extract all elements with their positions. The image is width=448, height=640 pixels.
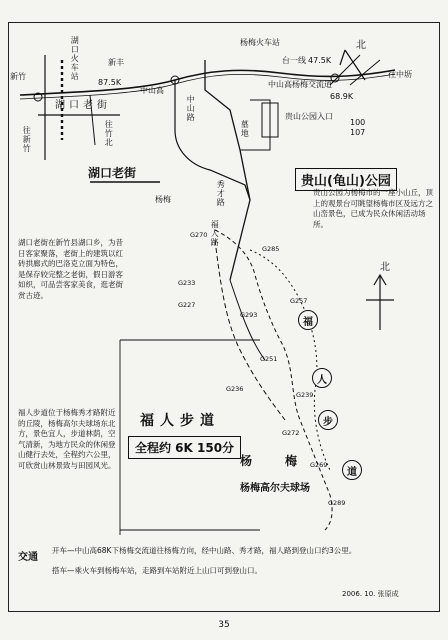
label-km-475: 47.5K xyxy=(308,56,332,65)
label-taiwan-1: 台一线 xyxy=(282,56,306,65)
elev-g270: G270 xyxy=(190,231,208,239)
title-park: 贵山(龟山)公园 xyxy=(295,168,397,191)
golf-char-mei: 梅 xyxy=(285,454,298,468)
elev-g257: G257 xyxy=(290,297,308,305)
xiucai-road xyxy=(205,60,250,280)
page-number: 35 xyxy=(218,620,230,630)
elev-g272: G272 xyxy=(282,429,300,437)
label-elev-100: 100 xyxy=(350,118,366,127)
label-to-zhongli: 往中坜 xyxy=(388,70,412,79)
label-km-875: 87.5K xyxy=(98,78,122,87)
signature: 2006. 10. 张原成 xyxy=(342,590,399,598)
label-highway-entrance: 中山高杨梅交流道 xyxy=(268,80,332,89)
transport-label: 交通 xyxy=(18,552,38,563)
label-fuyin-rd: 福人路 xyxy=(210,220,220,247)
elev-g269: G269 xyxy=(310,461,328,469)
elev-g285: G285 xyxy=(262,245,280,253)
elev-g227: G227 xyxy=(178,301,196,309)
label-hsinchu: 新竹 xyxy=(10,72,26,81)
label-hukou-station: 湖口火车站 xyxy=(70,36,80,81)
fuyin-description: 福人步道位于杨梅秀才路附近的丘陵，杨梅高尔夫球场东北方，景色宜人，步道林荫，空气清新，为地方民众的休闲登山健行去处，全程约六公里，可欣赏山林景致与田园风光。 xyxy=(18,408,116,470)
elev-g251: G251 xyxy=(260,355,278,363)
trail-char-fu: 福 xyxy=(298,310,318,330)
elev-g233: G233 xyxy=(178,279,196,287)
golf-char-yang: 杨 xyxy=(240,454,253,468)
title-lake: 湖口老街 xyxy=(88,166,137,180)
label-old-street: 湖口老街 xyxy=(55,100,111,111)
elev-g293: G293 xyxy=(240,311,258,319)
label-yangmei-station: 杨梅火车站 xyxy=(240,38,280,47)
label-zhongshan-hwy: 中山高 xyxy=(140,86,164,95)
label-hsinfeng: 新丰 xyxy=(108,58,124,67)
lake-description: 湖口老街在新竹县湖口乡，为昔日客家聚落，老街上的建筑以红砖拱廊式的巴洛克立面为特色，是保存较完整之老街，假日游客如织，可品尝客家美食，逛老街赏古迹。 xyxy=(18,238,123,300)
label-direction-left: 往新竹 xyxy=(22,126,32,153)
trail-time: 全程约 6K 150分 xyxy=(128,436,241,459)
label-direction-down: 往竹北 xyxy=(104,120,114,147)
elev-g236: G236 xyxy=(226,385,244,393)
elev-g289: G289 xyxy=(328,499,346,507)
golf-label: 杨梅高尔夫球场 xyxy=(240,483,310,494)
elev-g239: G239 xyxy=(296,391,314,399)
trail-name: 福人步道 xyxy=(140,413,220,429)
transport-line-1: 开车—中山高68K下杨梅交流道往杨梅方向，经中山路、秀才路，福人路到登山口约3公里。 xyxy=(52,546,357,555)
label-elev-107: 107 xyxy=(350,128,366,137)
label-cemetery: 墓地 xyxy=(240,120,250,138)
trail-char-bu: 步 xyxy=(318,410,338,430)
label-gueishan-entrance: 贵山公园入口 xyxy=(285,112,333,121)
trail-char-dao: 道 xyxy=(342,460,362,480)
label-zhongshan-rd: 中山路 xyxy=(186,95,196,122)
marker-east-ic xyxy=(331,74,339,82)
trail-char-ren: 人 xyxy=(312,368,332,388)
north-arrow-lower xyxy=(366,275,394,330)
label-xiucai-rd: 秀才路 xyxy=(216,180,226,207)
label-yangmei: 杨梅 xyxy=(155,195,171,204)
label-north-top: 北 xyxy=(356,40,366,51)
transport-line-2: 搭车—乘火车到杨梅车站，走路到车站附近上山口可到登山口。 xyxy=(52,566,262,575)
label-north-lower: 北 xyxy=(380,262,390,273)
label-km-689: 68.9K xyxy=(330,92,354,101)
park-description: 贵山公园为杨梅市的一座小山丘，顶上的观景台可眺望杨梅市区及远方之山峦景色，已成为民众休闲活动场所。 xyxy=(313,188,433,229)
